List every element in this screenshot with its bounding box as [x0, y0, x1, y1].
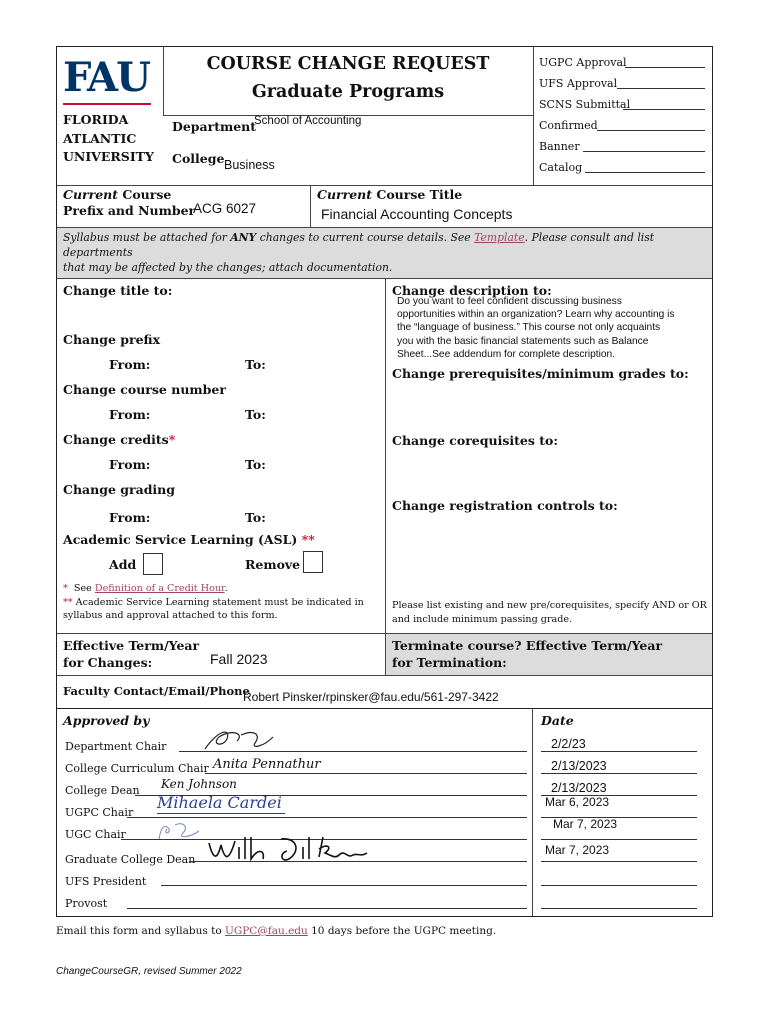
- form-title: COURSE CHANGE REQUEST: [206, 54, 490, 74]
- syllabus-note: Syllabus must be attached for ANY changes to current course details. See Template. Please consult and list departments that may be affected by the changes; attach documentation.: [63, 231, 655, 274]
- ugpc-email-link[interactable]: UGPC@fau.edu: [225, 925, 308, 937]
- approval-row-graduate-college-dean: Graduate College Dean Mar 7, 2023: [57, 847, 712, 869]
- prereq-note: Please list existing and new pre/corequisites, specify AND or OR and include minimum passing grade.: [392, 600, 707, 625]
- logo-underline: [63, 103, 151, 105]
- change-credits-label: Change credits*: [63, 432, 176, 447]
- change-title-label: Change title to:: [63, 283, 173, 298]
- approval-row-department-chair: Department Chair 2/2/23: [57, 737, 712, 759]
- date-label: Date: [541, 713, 574, 728]
- credits-to-label: To:: [245, 457, 266, 472]
- asl-add-checkbox[interactable]: [143, 553, 163, 575]
- revision-note: ChangeCourseGR, revised Summer 2022: [56, 966, 242, 977]
- department-chair-date[interactable]: 2/2/23: [551, 737, 586, 751]
- approval-row-ufs-president: UFS President: [57, 871, 712, 893]
- credit-hour-note: * See Definition of a Credit Hour. ** Academic Service Learning statement must be indicated in syllabus and approval attached to this form.: [63, 583, 364, 621]
- asl-add-label: Add: [109, 557, 137, 572]
- approval-row-college-dean: College Dean Ken Johnson 2/13/2023: [57, 781, 712, 803]
- approval-row-college-curriculum-chair: College Curriculum Chair Anita Pennathur 2/13/2023: [57, 759, 712, 781]
- ufs-approval-label: UFS Approval: [539, 77, 618, 90]
- prefix-to-label: To:: [245, 357, 266, 372]
- asl-remove-checkbox[interactable]: [303, 551, 323, 573]
- confirmed-label: Confirmed: [539, 119, 598, 132]
- change-prefix-label: Change prefix: [63, 332, 161, 347]
- grading-from-label: From:: [109, 510, 151, 525]
- faculty-contact-label: Faculty Contact/Email/Phone: [63, 684, 250, 698]
- change-course-number-label: Change course number: [63, 382, 226, 397]
- ugc-chair-date[interactable]: Mar 7, 2023: [553, 817, 618, 831]
- graduate-college-dean-signature: [205, 833, 375, 867]
- approval-row-ugc-chair: UGC Chair Mar 7, 2023: [57, 825, 712, 847]
- ugpc-chair-signature: Mihaela Cardei: [157, 793, 282, 812]
- approval-row-ugpc-chair: UGPC Chair Mihaela Cardei Mar 6, 2023: [57, 803, 712, 825]
- template-link[interactable]: Template: [474, 231, 525, 244]
- credit-hour-link[interactable]: Definition of a Credit Hour: [94, 583, 225, 594]
- approval-row-provost: Provost: [57, 894, 712, 916]
- change-coreq-label: Change corequisites to:: [392, 433, 558, 448]
- email-instructions: Email this form and syllabus to UGPC@fau.edu 10 days before the UGPC meeting.: [56, 925, 497, 937]
- form-subtitle: Graduate Programs: [251, 82, 445, 102]
- logo-text: FAU: [63, 54, 149, 101]
- catalog-label: Catalog: [539, 161, 583, 174]
- terminate-label: Terminate course? Effective Term/Year for Termination:: [392, 638, 663, 670]
- form-frame: [56, 46, 713, 917]
- number-from-label: From:: [109, 407, 151, 422]
- scns-submittal-label: SCNS Submittal: [539, 98, 631, 111]
- college-curriculum-chair-date[interactable]: 2/13/2023: [551, 759, 607, 773]
- college-dean-signature: Ken Johnson: [161, 777, 237, 791]
- asl-remove-label: Remove: [245, 557, 301, 572]
- faculty-contact-value[interactable]: Robert Pinsker/rpinsker@fau.edu/561-297-3422: [243, 690, 499, 704]
- asl-label: Academic Service Learning (ASL) **: [63, 532, 315, 547]
- current-title-label: Current Course Title: [317, 187, 463, 202]
- change-description-label: Change description to:: [392, 283, 552, 298]
- approved-by-label: Approved by: [63, 713, 150, 728]
- effective-term-value[interactable]: Fall 2023: [210, 651, 268, 667]
- college-label: College: [172, 151, 225, 166]
- ugc-chair-signature: [153, 819, 213, 843]
- department-label: Department: [172, 119, 257, 134]
- ugpc-chair-date[interactable]: Mar 6, 2023: [545, 795, 610, 809]
- number-to-label: To:: [245, 407, 266, 422]
- graduate-college-dean-date[interactable]: Mar 7, 2023: [545, 843, 610, 857]
- change-description-value[interactable]: Do you want to feel confident discussing business opportunities within an organization? Learn why accounting is the “language of business.” This course not only acquaints you with the basic financial statements such as Balance Sheet...See addendum for complete description.: [397, 296, 675, 360]
- credits-from-label: From:: [109, 457, 151, 472]
- current-title-value[interactable]: Financial Accounting Concepts: [321, 206, 513, 222]
- fau-logo: [63, 54, 159, 105]
- ugpc-approval-label: UGPC Approval: [539, 56, 627, 69]
- current-prefix-value[interactable]: ACG 6027: [193, 201, 257, 216]
- college-dean-date[interactable]: 2/13/2023: [551, 781, 607, 795]
- effective-term-label: Effective Term/Year for Changes:: [63, 638, 200, 670]
- department-value[interactable]: School of Accounting: [254, 115, 362, 127]
- change-reg-label: Change registration controls to:: [392, 498, 618, 513]
- prefix-from-label: From:: [109, 357, 151, 372]
- university-name: FLORIDA ATLANTIC UNIVERSITY: [63, 112, 154, 164]
- grading-to-label: To:: [245, 510, 266, 525]
- approval-status-list: [539, 52, 709, 178]
- college-curriculum-chair-signature: Anita Pennathur: [213, 757, 321, 772]
- change-grading-label: Change grading: [63, 482, 176, 497]
- change-prereq-label: Change prerequisites/minimum grades to:: [392, 366, 689, 381]
- current-prefix-label: Current Course Prefix and Number: [63, 187, 196, 218]
- college-value[interactable]: Business: [224, 158, 275, 172]
- department-chair-signature: [197, 725, 287, 755]
- banner-label: Banner: [539, 140, 580, 153]
